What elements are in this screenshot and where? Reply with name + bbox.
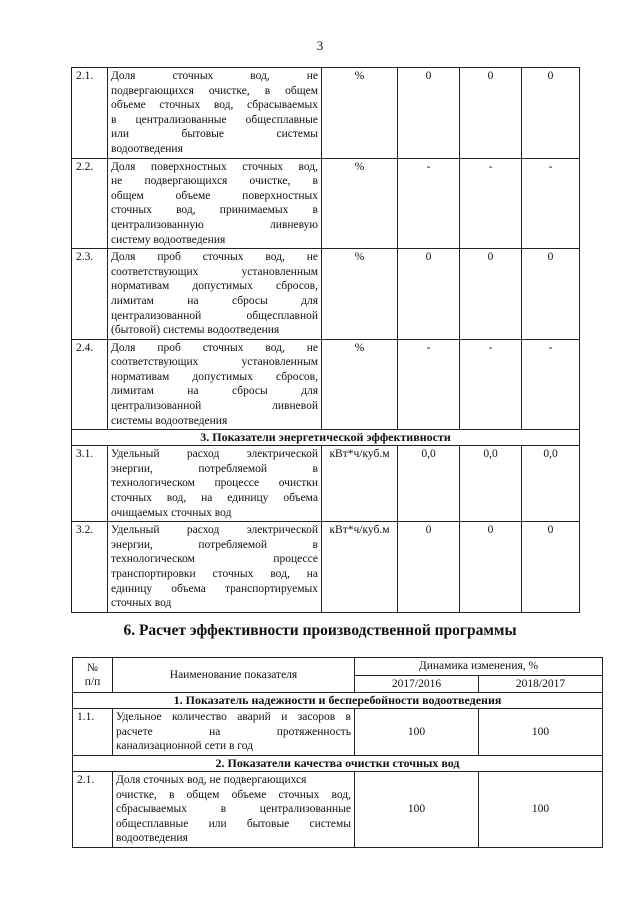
row-value: - bbox=[522, 158, 580, 249]
row-value: 100 bbox=[479, 709, 603, 756]
table-row bbox=[72, 522, 580, 613]
section-title: 3. Показатели энергетической эффективности bbox=[72, 430, 580, 446]
row-value: 100 bbox=[355, 709, 479, 756]
row-number: 3.2. bbox=[72, 522, 108, 613]
section-title: 1. Показатель надежности и бесперебойности водоотведения bbox=[73, 693, 603, 709]
row-unit: % bbox=[322, 68, 398, 159]
indicators-table bbox=[71, 67, 580, 613]
row-name: Доля поверхностных сточных вод, не подвергающихся очистке, в общем объеме поверхностных сточных вод, принимаемых в централизованную ливневую систему водоотведения bbox=[108, 158, 322, 249]
section-title: 2. Показатели качества очистки сточных вод bbox=[73, 755, 603, 771]
header-num: № п/п bbox=[73, 658, 113, 693]
row-name: Удельный расход электрической энергии, потребляемой в технологическом процессе очистки сточных вод, на единицу объема очищаемых сточных вод bbox=[108, 446, 322, 522]
row-value: - bbox=[460, 158, 522, 249]
row-value: - bbox=[460, 339, 522, 430]
efficiency-table bbox=[72, 657, 603, 848]
row-name: Доля проб сточных вод, не соответствующих установленным нормативам допустимых сбросов, лимитам на сбросы для централизованной ливневой системы водоотведения bbox=[108, 339, 322, 430]
table-row bbox=[72, 158, 580, 249]
table-row bbox=[72, 446, 580, 522]
table-row bbox=[73, 709, 603, 756]
row-unit: кВт*ч/куб.м bbox=[322, 522, 398, 613]
row-unit: % bbox=[322, 339, 398, 430]
section-row bbox=[72, 430, 580, 446]
header-name: Наименование показателя bbox=[113, 658, 355, 693]
row-value: 0,0 bbox=[522, 446, 580, 522]
row-value: 0 bbox=[398, 249, 460, 340]
row-name: Удельное количество аварий и засоров в расчете на протяженность канализационной сети в год bbox=[113, 709, 355, 756]
row-value: 100 bbox=[355, 771, 479, 847]
header-col-2017-2016: 2017/2016 bbox=[355, 675, 479, 693]
row-name: Удельный расход электрической энергии, потребляемой в технологическом процессе транспортировки сточных вод, на единицу объема транспортируемых сточных вод bbox=[108, 522, 322, 613]
row-number: 3.1. bbox=[72, 446, 108, 522]
row-value: 0 bbox=[460, 522, 522, 613]
row-unit: кВт*ч/куб.м bbox=[322, 446, 398, 522]
row-value: 0 bbox=[398, 68, 460, 159]
row-value: 0,0 bbox=[398, 446, 460, 522]
row-value: - bbox=[398, 158, 460, 249]
row-value: 0 bbox=[522, 249, 580, 340]
row-unit: % bbox=[322, 249, 398, 340]
row-number: 2.2. bbox=[72, 158, 108, 249]
row-number: 2.1. bbox=[73, 771, 113, 847]
row-value: - bbox=[522, 339, 580, 430]
indicators-table-body bbox=[72, 68, 580, 613]
row-value: - bbox=[398, 339, 460, 430]
header-col-2018-2017: 2018/2017 bbox=[479, 675, 603, 693]
row-value: 0 bbox=[522, 68, 580, 159]
section-row bbox=[73, 755, 603, 771]
row-number: 2.4. bbox=[72, 339, 108, 430]
table-row bbox=[73, 771, 603, 847]
row-name: Доля проб сточных вод, не соответствующих установленным нормативам допустимых сбросов, лимитам на сбросы для централизованной общесплавной (бытовой) системы водоотведения bbox=[108, 249, 322, 340]
row-name: Доля сточных вод, не подвергающихся очистке, в общем объеме сточных вод, сбрасываемых в централизованные общесплавные или бытовые системы водоотведения bbox=[108, 68, 322, 159]
table-row bbox=[72, 339, 580, 430]
row-value: 100 bbox=[479, 771, 603, 847]
section-row bbox=[73, 693, 603, 709]
section-6-heading: 6. Расчет эффективности производственной программы bbox=[123, 622, 517, 639]
page-number: 3 bbox=[316, 38, 324, 53]
row-unit: % bbox=[322, 158, 398, 249]
row-value: 0 bbox=[522, 522, 580, 613]
row-name: Доля сточных вод, не подвергающихся очистке, в общем объеме сточных вод, сбрасываемых в централизованные общесплавные или бытовые системы водоотведения bbox=[113, 771, 355, 847]
row-number: 2.3. bbox=[72, 249, 108, 340]
header-dynamics: Динамика изменения, % bbox=[355, 658, 603, 676]
row-number: 2.1. bbox=[72, 68, 108, 159]
row-number: 1.1. bbox=[73, 709, 113, 756]
row-value: 0 bbox=[398, 522, 460, 613]
row-value: 0 bbox=[460, 249, 522, 340]
table-row bbox=[72, 68, 580, 159]
row-value: 0 bbox=[460, 68, 522, 159]
table-row bbox=[72, 249, 580, 340]
efficiency-header-row bbox=[73, 658, 603, 676]
row-value: 0,0 bbox=[460, 446, 522, 522]
